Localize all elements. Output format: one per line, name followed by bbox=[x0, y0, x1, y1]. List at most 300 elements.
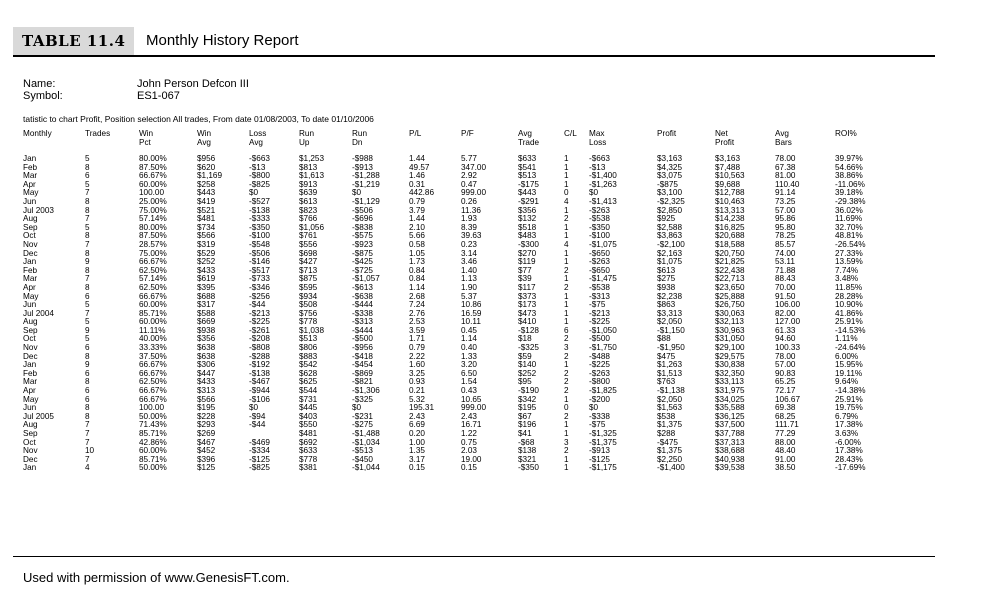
table-cell: Oct bbox=[23, 334, 36, 344]
table-cell: 2.53 bbox=[409, 317, 425, 327]
table-cell: 0.93 bbox=[409, 377, 425, 387]
table-cell: 8 bbox=[85, 377, 90, 387]
table-cell: $29,100 bbox=[715, 343, 745, 353]
column-header: Monthly bbox=[23, 129, 52, 138]
table-cell: -$263 bbox=[589, 205, 610, 215]
table-cell: $2,850 bbox=[657, 205, 683, 215]
table-cell: 1 bbox=[564, 420, 569, 430]
table-cell: $0 bbox=[249, 188, 259, 198]
table-cell: 19.00 bbox=[461, 454, 482, 464]
table-cell: -$288 bbox=[249, 351, 270, 361]
table-cell: 2 bbox=[564, 351, 569, 361]
permission-note: Used with permission of www.GenesisFT.com. bbox=[23, 570, 290, 585]
table-cell: $173 bbox=[518, 300, 537, 310]
table-cell: 11.36 bbox=[461, 205, 481, 215]
table-cell: 1 bbox=[564, 171, 569, 181]
table-cell: $2,250 bbox=[657, 454, 683, 464]
table-cell: $132 bbox=[518, 214, 537, 224]
table-cell: $669 bbox=[197, 317, 216, 327]
table-cell: 3 bbox=[564, 437, 569, 447]
table-cell: Jun bbox=[23, 300, 37, 310]
table-cell: $3,163 bbox=[657, 154, 683, 163]
table-cell: 8 bbox=[85, 205, 90, 215]
table-cell: 3.59 bbox=[409, 325, 425, 335]
table-cell: $34,025 bbox=[715, 394, 745, 404]
table-cell: 8 bbox=[85, 248, 90, 258]
table-cell: 88.43 bbox=[775, 274, 796, 284]
table-cell: $447 bbox=[197, 368, 216, 378]
table-cell: $396 bbox=[197, 454, 216, 464]
table-cell: 50.00% bbox=[139, 411, 167, 421]
table-cell: -$1,288 bbox=[352, 171, 380, 181]
table-cell: $20,750 bbox=[715, 248, 745, 258]
table-cell: $30,063 bbox=[715, 308, 745, 318]
table-cell: 78.25 bbox=[775, 231, 796, 241]
table-cell: Mar bbox=[23, 171, 38, 181]
table-cell: 72.17 bbox=[775, 386, 796, 396]
table-cell: $481 bbox=[299, 429, 318, 438]
table-cell: -$469 bbox=[249, 437, 270, 447]
table-cell: -$75 bbox=[589, 300, 606, 310]
table-cell: Dec bbox=[23, 351, 38, 361]
table-cell: 1 bbox=[564, 463, 569, 473]
table-cell: $1,169 bbox=[197, 171, 223, 181]
table-cell: $275 bbox=[657, 274, 676, 284]
table-cell: $766 bbox=[299, 214, 318, 224]
table-cell: $443 bbox=[518, 188, 537, 198]
table-cell: -24.64% bbox=[835, 343, 866, 353]
table-cell: -$200 bbox=[589, 394, 610, 404]
table-cell: 61.33 bbox=[775, 325, 796, 335]
table-cell: -26.54% bbox=[835, 239, 866, 249]
table-cell: -$313 bbox=[589, 291, 610, 301]
table-cell: 1.05 bbox=[409, 248, 425, 258]
table-cell: 1 bbox=[564, 394, 569, 404]
table-cell: -$291 bbox=[518, 196, 539, 206]
table-cell: $883 bbox=[299, 351, 318, 361]
table-cell: 80.00% bbox=[139, 154, 167, 163]
table-cell: -$13 bbox=[589, 162, 606, 172]
table-cell: 85.71% bbox=[139, 308, 167, 318]
table-cell: $306 bbox=[197, 360, 216, 370]
table-cell: 7 bbox=[85, 214, 90, 224]
table-cell: 110.40 bbox=[775, 179, 800, 189]
table-number-text: TABLE 11.4 bbox=[22, 32, 126, 50]
table-cell: -$333 bbox=[249, 214, 270, 224]
table-cell: 10 bbox=[85, 446, 95, 456]
table-cell: 75.00% bbox=[139, 248, 167, 258]
table-cell: 94.60 bbox=[775, 334, 796, 344]
table-cell: 0.58 bbox=[409, 239, 425, 249]
table-cell: 74.00 bbox=[775, 248, 796, 258]
table-cell: 65.25 bbox=[775, 377, 796, 387]
table-cell: 38.86% bbox=[835, 171, 863, 181]
table-cell: $18,588 bbox=[715, 239, 745, 249]
table-cell: -$527 bbox=[249, 196, 270, 206]
table-cell: $481 bbox=[197, 214, 216, 224]
column-header: Max Loss bbox=[589, 129, 607, 147]
table-cell: 100.00 bbox=[139, 188, 165, 198]
table-cell: 3.48% bbox=[835, 274, 859, 284]
table-cell: $875 bbox=[299, 274, 318, 284]
table-cell: Jun bbox=[23, 403, 37, 413]
table-cell: 5 bbox=[85, 334, 90, 344]
table-cell: $613 bbox=[299, 196, 318, 206]
table-cell: $638 bbox=[197, 343, 216, 353]
table-cell: 2 bbox=[564, 334, 569, 344]
table-cell: 0.84 bbox=[409, 265, 425, 275]
table-cell: 57.00 bbox=[775, 360, 796, 370]
table-cell: Apr bbox=[23, 179, 36, 189]
table-cell: 8 bbox=[85, 265, 90, 275]
table-cell: $734 bbox=[197, 222, 216, 232]
table-cell: 100.00 bbox=[139, 403, 165, 413]
table-cell: -$538 bbox=[589, 214, 610, 224]
table-cell: 0.26 bbox=[461, 196, 477, 206]
table-cell: -$1,325 bbox=[589, 429, 617, 438]
table-cell: $2,050 bbox=[657, 317, 683, 327]
table-cell: $756 bbox=[299, 308, 318, 318]
table-cell: 2.68 bbox=[409, 291, 425, 301]
table-cell: 40.00% bbox=[139, 334, 167, 344]
table-cell: 8 bbox=[85, 403, 90, 413]
table-cell: 2 bbox=[564, 282, 569, 292]
table-cell: 1 bbox=[564, 300, 569, 310]
table-cell: 57.00 bbox=[775, 205, 796, 215]
table-cell: 41.86% bbox=[835, 308, 863, 318]
table-cell: $0 bbox=[589, 188, 599, 198]
table-cell: 2.22 bbox=[409, 351, 425, 361]
table-cell: -$231 bbox=[352, 411, 373, 421]
table-cell: 91.14 bbox=[775, 188, 796, 198]
table-title: Monthly History Report bbox=[146, 32, 299, 49]
table-cell: -$663 bbox=[589, 154, 610, 163]
table-cell: -$2,325 bbox=[657, 196, 685, 206]
table-cell: $542 bbox=[299, 360, 318, 370]
table-cell: Feb bbox=[23, 368, 38, 378]
table-cell: $22,438 bbox=[715, 265, 745, 275]
table-cell: 10.86 bbox=[461, 300, 482, 310]
table-cell: 0.47 bbox=[461, 179, 477, 189]
name-value: John Person Defcon III bbox=[137, 78, 249, 90]
table-cell: 6 bbox=[85, 386, 90, 396]
table-cell: 2.92 bbox=[461, 171, 477, 181]
table-cell: -$1,175 bbox=[589, 463, 617, 473]
table-cell: -$956 bbox=[352, 343, 373, 353]
table-cell: -$125 bbox=[589, 454, 610, 464]
table-cell: 2 bbox=[564, 368, 569, 378]
table-cell: -$725 bbox=[352, 265, 373, 275]
table-cell: $138 bbox=[518, 446, 537, 456]
table-cell: $1,375 bbox=[657, 446, 683, 456]
table-cell: $544 bbox=[299, 386, 318, 396]
table-cell: -$538 bbox=[589, 282, 610, 292]
table-cell: 1 bbox=[564, 231, 569, 241]
table-cell: 1.71 bbox=[409, 334, 425, 344]
table-cell: 9 bbox=[85, 360, 90, 370]
table-cell: 1 bbox=[564, 308, 569, 318]
table-cell: 3.20 bbox=[461, 360, 477, 370]
table-cell: 6.69 bbox=[409, 420, 425, 430]
table-cell: 5.66 bbox=[409, 231, 425, 241]
table-cell: 11.69% bbox=[835, 214, 863, 224]
table-cell: 71.43% bbox=[139, 420, 167, 430]
table-cell: Apr bbox=[23, 282, 36, 292]
table-cell: -$913 bbox=[352, 162, 373, 172]
table-cell: 17.38% bbox=[835, 420, 863, 430]
monthly-history-table bbox=[23, 130, 890, 473]
table-cell: 6.79% bbox=[835, 411, 859, 421]
table-cell: -$575 bbox=[352, 231, 373, 241]
table-cell: $39,538 bbox=[715, 463, 745, 473]
table-cell: $913 bbox=[299, 179, 318, 189]
table-cell: 1.14 bbox=[461, 334, 477, 344]
table-cell: -$923 bbox=[352, 239, 373, 249]
table-cell: -$334 bbox=[249, 446, 270, 456]
table-cell: -$138 bbox=[249, 368, 270, 378]
table-cell: Jan bbox=[23, 154, 37, 163]
table-cell: $67 bbox=[518, 411, 532, 421]
table-cell: 66.67% bbox=[139, 171, 167, 181]
table-cell: Feb bbox=[23, 265, 38, 275]
table-cell: 1 bbox=[564, 257, 569, 267]
table-cell: $40,938 bbox=[715, 454, 745, 464]
table-cell: 6 bbox=[85, 394, 90, 404]
table-cell: -$444 bbox=[352, 325, 373, 335]
table-cell: 7 bbox=[85, 308, 90, 318]
table-cell: 73.25 bbox=[775, 196, 796, 206]
table-cell: -$613 bbox=[352, 282, 373, 292]
table-cell: 3.14 bbox=[461, 248, 477, 258]
table-cell: 66.67% bbox=[139, 368, 167, 378]
table-cell: $3,075 bbox=[657, 171, 683, 181]
table-cell: $778 bbox=[299, 454, 318, 464]
table-cell: $140 bbox=[518, 360, 537, 370]
table-cell: 66.67% bbox=[139, 394, 167, 404]
table-cell: $521 bbox=[197, 205, 216, 215]
table-cell: -$213 bbox=[589, 308, 610, 318]
table-cell: $356 bbox=[197, 334, 216, 344]
table-cell: 1.40 bbox=[461, 265, 477, 275]
table-cell: 60.00% bbox=[139, 317, 167, 327]
table-cell: 70.00 bbox=[775, 282, 796, 292]
table-cell: $1,075 bbox=[657, 257, 683, 267]
table-cell: -$650 bbox=[589, 248, 610, 258]
table-cell: 0.23 bbox=[461, 239, 477, 249]
table-cell: 95.80 bbox=[775, 222, 796, 232]
table-cell: 7 bbox=[85, 454, 90, 464]
column-header: Loss Avg bbox=[249, 129, 267, 147]
table-cell: -$825 bbox=[249, 179, 270, 189]
table-cell: 3.63% bbox=[835, 429, 859, 438]
table-cell: $18 bbox=[518, 334, 532, 344]
table-cell: 1.54 bbox=[461, 377, 477, 387]
table-cell: $381 bbox=[299, 463, 318, 473]
table-cell: 10.90% bbox=[835, 300, 863, 310]
table-cell: 2.10 bbox=[409, 222, 425, 232]
table-cell: -29.38% bbox=[835, 196, 866, 206]
table-cell: 67.38 bbox=[775, 162, 796, 172]
table-cell: Oct bbox=[23, 231, 36, 241]
table-cell: -$875 bbox=[657, 179, 678, 189]
table-cell: -14.38% bbox=[835, 386, 866, 396]
table-cell: $95 bbox=[518, 377, 532, 387]
table-cell: 13.59% bbox=[835, 257, 863, 267]
table-cell: 0.20 bbox=[409, 429, 425, 438]
table-cell: 1 bbox=[564, 454, 569, 464]
table-cell: $1,613 bbox=[299, 171, 325, 181]
table-cell: $0 bbox=[249, 403, 259, 413]
table-cell: -$44 bbox=[249, 300, 266, 310]
table-cell: 2 bbox=[564, 265, 569, 275]
table-cell: 3 bbox=[564, 343, 569, 353]
table-cell: $36,125 bbox=[715, 411, 745, 421]
table-cell: 1 bbox=[564, 154, 569, 163]
table-cell: 1.44 bbox=[409, 154, 425, 163]
table-cell: 57.14% bbox=[139, 274, 167, 284]
table-cell: -$263 bbox=[589, 257, 610, 267]
table-cell: 442.86 bbox=[409, 188, 435, 198]
table-cell: 62.50% bbox=[139, 282, 167, 292]
table-cell: $419 bbox=[197, 196, 216, 206]
table-cell: 2 bbox=[564, 411, 569, 421]
table-cell: $10,563 bbox=[715, 171, 745, 181]
table-cell: 95.86 bbox=[775, 214, 796, 224]
table-cell: $692 bbox=[299, 437, 318, 447]
table-cell: 91.00 bbox=[775, 454, 796, 464]
table-cell: 60.00% bbox=[139, 446, 167, 456]
table-cell: $31,975 bbox=[715, 386, 745, 396]
table-cell: 88.00 bbox=[775, 437, 796, 447]
table-cell: 25.91% bbox=[835, 394, 863, 404]
table-cell: $20,688 bbox=[715, 231, 745, 241]
table-cell: $550 bbox=[299, 420, 318, 430]
table-cell: $37,788 bbox=[715, 429, 745, 438]
column-header: ROI% bbox=[835, 129, 857, 138]
table-cell: 7 bbox=[85, 429, 90, 438]
table-cell: -$1,057 bbox=[352, 274, 380, 284]
table-cell: -$475 bbox=[657, 437, 678, 447]
table-cell: $403 bbox=[299, 411, 318, 421]
table-cell: -$350 bbox=[589, 222, 610, 232]
table-cell: 999.00 bbox=[461, 188, 487, 198]
table-cell: 5.77 bbox=[461, 154, 477, 163]
table-cell: 25.91% bbox=[835, 317, 863, 327]
table-cell: 25.00% bbox=[139, 196, 167, 206]
table-cell: -$1,413 bbox=[589, 196, 617, 206]
table-cell: 8 bbox=[85, 351, 90, 361]
table-cell: 1.00 bbox=[409, 437, 425, 447]
table-cell: $806 bbox=[299, 343, 318, 353]
table-cell: 1 bbox=[564, 248, 569, 258]
table-cell: $0 bbox=[589, 403, 599, 413]
bottom-rule bbox=[13, 556, 935, 557]
table-cell: -$1,400 bbox=[657, 463, 685, 473]
table-cell: -$821 bbox=[352, 377, 373, 387]
table-cell: 39.97% bbox=[835, 154, 863, 163]
table-cell: -$450 bbox=[352, 454, 373, 464]
table-cell: 27.33% bbox=[835, 248, 863, 258]
table-cell: $1,263 bbox=[657, 360, 683, 370]
table-row bbox=[23, 464, 890, 473]
table-cell: Jan bbox=[23, 360, 37, 370]
table-cell: 82.00 bbox=[775, 308, 796, 318]
table-cell: $32,113 bbox=[715, 317, 744, 327]
table-cell: 48.40 bbox=[775, 446, 796, 456]
table-cell: -$1,475 bbox=[589, 274, 617, 284]
table-cell: -$1,950 bbox=[657, 343, 685, 353]
table-cell: Nov bbox=[23, 446, 38, 456]
table-cell: $1,563 bbox=[657, 403, 683, 413]
table-cell: -$138 bbox=[249, 205, 270, 215]
table-cell: 7 bbox=[85, 437, 90, 447]
table-cell: -$800 bbox=[589, 377, 610, 387]
table-cell: -$100 bbox=[249, 231, 270, 241]
table-cell: -$325 bbox=[352, 394, 373, 404]
table-cell: $0 bbox=[352, 188, 362, 198]
table-cell: 71.88 bbox=[775, 265, 796, 275]
table-cell: $288 bbox=[657, 429, 676, 438]
table-cell: $4,325 bbox=[657, 162, 683, 172]
table-cell: $35,588 bbox=[715, 403, 745, 413]
table-cell: -$44 bbox=[249, 420, 266, 430]
table-cell: -$444 bbox=[352, 300, 373, 310]
table-cell: -$1,075 bbox=[589, 239, 617, 249]
column-header: Run Up bbox=[299, 129, 315, 147]
table-cell: -$1,138 bbox=[657, 386, 685, 396]
table-cell: $395 bbox=[197, 282, 216, 292]
table-cell: -6.00% bbox=[835, 437, 861, 447]
table-cell: 7.24 bbox=[409, 300, 425, 310]
table-cell: 0.43 bbox=[461, 386, 477, 396]
symbol-value: ES1-067 bbox=[137, 90, 180, 102]
table-cell: 4 bbox=[564, 196, 569, 206]
table-cell: -$1,375 bbox=[589, 437, 617, 447]
table-cell: $293 bbox=[197, 420, 216, 430]
table-cell: Jan bbox=[23, 463, 37, 473]
table-cell: 106.67 bbox=[775, 394, 801, 404]
table-cell: 2 bbox=[564, 377, 569, 387]
table-cell: -$208 bbox=[249, 334, 270, 344]
table-cell: 32.70% bbox=[835, 222, 863, 232]
table-cell: -11.06% bbox=[835, 179, 865, 189]
table-cell: 60.00% bbox=[139, 300, 167, 310]
table-cell: 5 bbox=[85, 300, 90, 310]
table-cell: 5 bbox=[85, 154, 90, 163]
table-cell: $258 bbox=[197, 179, 216, 189]
table-cell: 1 bbox=[564, 291, 569, 301]
table-cell: 1 bbox=[564, 222, 569, 232]
table-cell: -$128 bbox=[518, 325, 539, 335]
table-number-label bbox=[13, 27, 134, 55]
table-cell: 80.00% bbox=[139, 222, 167, 232]
table-cell: $321 bbox=[518, 454, 537, 464]
table-cell: Nov bbox=[23, 239, 38, 249]
table-cell: 1 bbox=[564, 274, 569, 284]
table-cell: 1 bbox=[564, 360, 569, 370]
table-cell: $26,750 bbox=[715, 300, 745, 310]
table-cell: 19.11% bbox=[835, 368, 863, 378]
table-cell: 87.50% bbox=[139, 231, 167, 241]
table-cell: 8 bbox=[85, 411, 90, 421]
table-cell: $3,863 bbox=[657, 231, 683, 241]
table-cell: Aug bbox=[23, 214, 38, 224]
table-cell: 5 bbox=[85, 317, 90, 327]
table-cell: -$548 bbox=[249, 239, 270, 249]
table-cell: $1,375 bbox=[657, 420, 683, 430]
table-cell: 7.74% bbox=[835, 265, 859, 275]
table-cell: -$696 bbox=[352, 214, 373, 224]
